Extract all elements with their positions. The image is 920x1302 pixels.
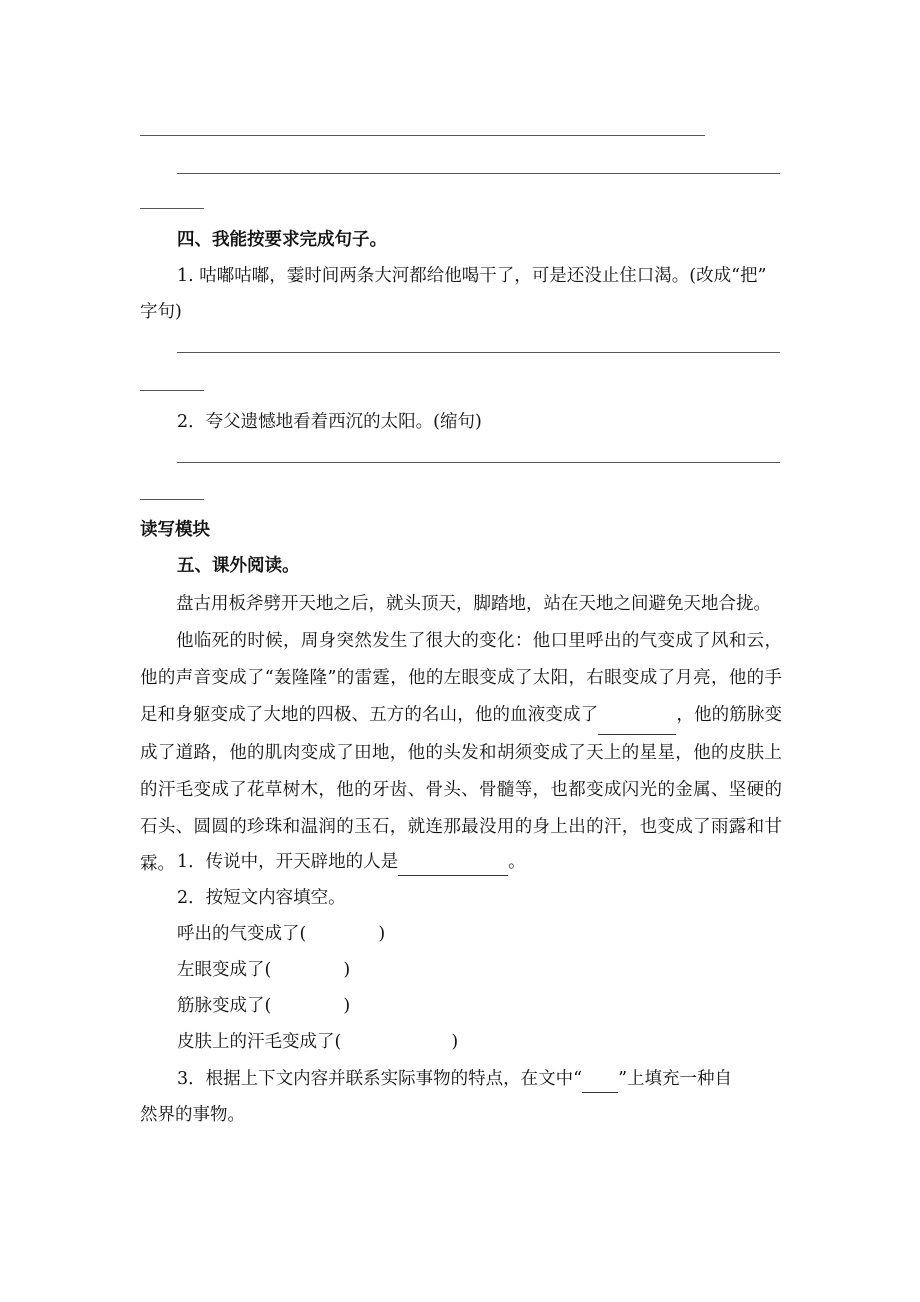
answer-line [177,173,780,174]
section4-question1: 1. 咕嘟咕嘟，霎时间两条大河都给他喝干了，可是还没止住口渴。(改成“把” [177,266,767,286]
fill-item [177,921,385,947]
passage-text: 他临死的时候，周身突然发生了很大的变化：他口里呼出的气变成了风和云，他的声音变成了“轰隆隆”的雷霆，他的左眼变成了太阳，右眼变成了月亮，他的手足和身躯变成了大地的四极、五方的名山，他的血液变成了 [140,631,782,725]
fill-close: ) [343,960,351,980]
fill-label: 皮肤上的汗毛变成了( [177,1032,342,1052]
section5-question2: 2．按短文内容填空。 [177,888,346,908]
fill-label: 呼出的气变成了( [177,924,307,944]
module-title: 读写模块 [140,520,210,540]
fill-item [177,1029,458,1055]
passage-text: ，他的筋脉变成了道路，他的肌肉变成了田地，他的头发和胡须变成了天上的星星，他的皮肤上的汗毛变成了花草树木，他的牙齿、骨头、骨髓等，也都变成闪光的金属、坚硬的石头、圆圆的珍珠和温润的玉石，就连那最没用的身上出的汗，也变成了雨露和甘霖。 [140,705,782,874]
section5-question3 [177,1066,732,1093]
answer-line [140,499,204,500]
fill-blank [582,1066,618,1093]
fill-label: 筋脉变成了( [177,996,272,1016]
fill-close: ) [451,1032,459,1052]
passage-paragraph-1: 盘古用板斧劈开天地之后，就头顶天，脚踏地，站在天地之间避免天地合拢。 [176,594,771,614]
answer-line [177,462,780,463]
fill-answer-slot[interactable] [306,921,378,947]
section5-heading: 五、课外阅读。 [177,556,300,576]
question3-text-a: 3．根据上下文内容并联系实际事物的特点，在文中“ [177,1069,583,1089]
question1-prefix: 1．传说中，开天辟地的人是 [177,852,399,872]
fill-answer-slot[interactable] [341,1029,451,1055]
fill-answer-slot[interactable] [271,957,343,983]
answer-line [140,208,204,209]
fill-item [177,993,350,1019]
answer-line [140,135,705,136]
question3-text-b: ”上填充一种自 [618,1069,733,1089]
fill-item [177,957,350,983]
question1-suffix: 。 [508,852,526,872]
section5-question3-cont: 然界的事物。 [140,1105,245,1125]
section4-question1-cont: 字句) [140,302,182,322]
section4-heading: 四、我能按要求完成句子。 [177,230,387,250]
fill-label: 左眼变成了( [177,960,272,980]
fill-answer-slot[interactable] [271,993,343,1019]
passage-paragraph-2 [140,623,782,883]
answer-line [177,352,780,353]
fill-blank[interactable] [598,697,676,735]
answer-line [140,390,204,391]
fill-blank[interactable] [398,849,508,876]
reading-passage [140,586,782,883]
fill-close: ) [343,996,351,1016]
section5-question1 [177,849,526,876]
section4-question2: 2．夸父遗憾地看着西沉的太阳。(缩句) [177,412,482,432]
fill-close: ) [378,924,386,944]
